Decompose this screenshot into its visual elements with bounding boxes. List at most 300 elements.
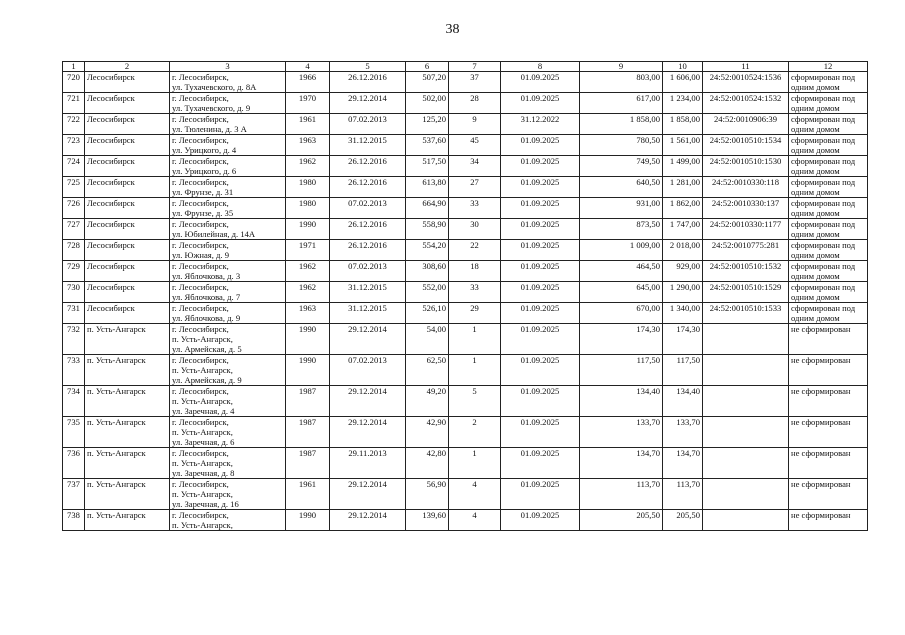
date-cell: 07.02.2013 — [330, 198, 406, 219]
count-cell: 9 — [449, 114, 501, 135]
land-status-line: одним домом — [791, 124, 840, 134]
column-number-header: 11 — [703, 62, 789, 72]
area-cell: 537,60 — [406, 135, 449, 156]
date-cell: 26.12.2016 — [330, 177, 406, 198]
address-line: г. Лесосибирск, — [172, 72, 229, 82]
year-cell: 1971 — [286, 240, 330, 261]
cost-cell: 873,50 — [580, 219, 663, 240]
area-cell: 308,60 — [406, 261, 449, 282]
year-cell: 1987 — [286, 417, 330, 448]
land-status-line: сформирован под — [791, 240, 856, 250]
table-body — [63, 72, 868, 531]
locality-cell: Лесосибирск — [85, 198, 170, 219]
table-row — [63, 417, 868, 448]
address-cell — [170, 417, 286, 448]
cadastral-number-cell: 24:52:0010330:137 — [703, 198, 789, 219]
table-row — [63, 156, 868, 177]
locality-cell: Лесосибирск — [85, 240, 170, 261]
column-number-header: 9 — [580, 62, 663, 72]
address-line: п. Усть-Ангарск, — [172, 458, 233, 468]
land-status-line: одним домом — [791, 103, 840, 113]
land-status-cell — [789, 261, 868, 282]
year-cell: 1962 — [286, 156, 330, 177]
locality-cell: Лесосибирск — [85, 282, 170, 303]
deadline-cell: 01.09.2025 — [501, 510, 580, 531]
land-status-line: сформирован под — [791, 114, 856, 124]
total-cost-cell: 1 858,00 — [663, 114, 703, 135]
row-number-cell: 734 — [63, 386, 85, 417]
row-number-cell: 728 — [63, 240, 85, 261]
area-cell: 56,90 — [406, 479, 449, 510]
cost-cell: 464,50 — [580, 261, 663, 282]
year-cell: 1980 — [286, 177, 330, 198]
table-row — [63, 510, 868, 531]
date-cell: 31.12.2015 — [330, 135, 406, 156]
address-line: ул. Фрунзе, д. 35 — [172, 208, 234, 218]
cadastral-number-cell — [703, 479, 789, 510]
year-cell: 1961 — [286, 114, 330, 135]
address-line: ул. Тухачевского, д. 9 — [172, 103, 251, 113]
address-cell — [170, 261, 286, 282]
address-cell — [170, 135, 286, 156]
count-cell: 18 — [449, 261, 501, 282]
row-number-cell: 724 — [63, 156, 85, 177]
address-line: г. Лесосибирск, — [172, 282, 229, 292]
area-cell: 507,20 — [406, 72, 449, 93]
cadastral-number-cell: 24:52:0010510:1533 — [703, 303, 789, 324]
cost-cell: 117,50 — [580, 355, 663, 386]
land-status-line: одним домом — [791, 271, 840, 281]
address-cell — [170, 177, 286, 198]
land-status-cell — [789, 177, 868, 198]
deadline-cell: 01.09.2025 — [501, 156, 580, 177]
date-cell: 29.12.2014 — [330, 479, 406, 510]
column-number-header: 6 — [406, 62, 449, 72]
address-line: п. Усть-Ангарск, — [172, 489, 233, 499]
land-status-line: сформирован под — [791, 282, 856, 292]
total-cost-cell: 205,50 — [663, 510, 703, 531]
year-cell: 1970 — [286, 93, 330, 114]
address-line: п. Усть-Ангарск, — [172, 427, 233, 437]
row-number-cell: 736 — [63, 448, 85, 479]
address-cell — [170, 198, 286, 219]
date-cell: 07.02.2013 — [330, 355, 406, 386]
land-status-line: сформирован под — [791, 156, 856, 166]
land-status-cell — [789, 135, 868, 156]
housing-register-table — [62, 61, 868, 531]
address-line: ул. Урицкого, д. 6 — [172, 166, 237, 176]
address-cell — [170, 303, 286, 324]
cost-cell: 205,50 — [580, 510, 663, 531]
address-line: г. Лесосибирск, — [172, 448, 229, 458]
deadline-cell: 01.09.2025 — [501, 479, 580, 510]
land-status-cell — [789, 198, 868, 219]
locality-cell: п. Усть-Ангарск — [85, 386, 170, 417]
land-status-cell — [789, 448, 868, 479]
cost-cell: 931,00 — [580, 198, 663, 219]
address-line: п. Усть-Ангарск, — [172, 396, 233, 406]
cost-cell: 133,70 — [580, 417, 663, 448]
deadline-cell: 01.09.2025 — [501, 219, 580, 240]
year-cell: 1990 — [286, 324, 330, 355]
locality-cell: п. Усть-Ангарск — [85, 448, 170, 479]
cadastral-number-cell: 24:52:0010510:1532 — [703, 261, 789, 282]
count-cell: 4 — [449, 510, 501, 531]
row-number-cell: 733 — [63, 355, 85, 386]
table-row — [63, 261, 868, 282]
count-cell: 2 — [449, 417, 501, 448]
row-number-cell: 721 — [63, 93, 85, 114]
column-number-header: 1 — [63, 62, 85, 72]
locality-cell: Лесосибирск — [85, 156, 170, 177]
address-line: ул. Яблочкова, д. 9 — [172, 313, 241, 323]
date-cell: 29.12.2014 — [330, 386, 406, 417]
locality-cell: п. Усть-Ангарск — [85, 324, 170, 355]
address-line: ул. Армейская, д. 5 — [172, 344, 242, 354]
table-row — [63, 479, 868, 510]
land-status-line: не сформирован — [791, 510, 851, 520]
table-row — [63, 219, 868, 240]
table-row — [63, 114, 868, 135]
date-cell: 29.12.2014 — [330, 510, 406, 531]
deadline-cell: 01.09.2025 — [501, 93, 580, 114]
locality-cell: п. Усть-Ангарск — [85, 417, 170, 448]
cost-cell: 134,70 — [580, 448, 663, 479]
land-status-line: одним домом — [791, 292, 840, 302]
land-status-line: сформирован под — [791, 261, 856, 271]
total-cost-cell: 113,70 — [663, 479, 703, 510]
address-line: ул. Заречная, д. 6 — [172, 437, 235, 447]
address-cell — [170, 114, 286, 135]
address-cell — [170, 156, 286, 177]
total-cost-cell: 1 234,00 — [663, 93, 703, 114]
column-number-header: 5 — [330, 62, 406, 72]
locality-cell: Лесосибирск — [85, 261, 170, 282]
land-status-cell — [789, 282, 868, 303]
address-cell — [170, 219, 286, 240]
area-cell: 613,80 — [406, 177, 449, 198]
address-line: г. Лесосибирск, — [172, 417, 229, 427]
address-cell — [170, 72, 286, 93]
total-cost-cell: 1 606,00 — [663, 72, 703, 93]
row-number-cell: 729 — [63, 261, 85, 282]
cost-cell: 1 009,00 — [580, 240, 663, 261]
year-cell: 1966 — [286, 72, 330, 93]
locality-cell: Лесосибирск — [85, 219, 170, 240]
year-cell: 1980 — [286, 198, 330, 219]
date-cell: 07.02.2013 — [330, 261, 406, 282]
cadastral-number-cell — [703, 386, 789, 417]
count-cell: 33 — [449, 198, 501, 219]
address-line: г. Лесосибирск, — [172, 510, 229, 520]
address-cell — [170, 240, 286, 261]
column-number-header: 3 — [170, 62, 286, 72]
address-line: г. Лесосибирск, — [172, 324, 229, 334]
locality-cell: п. Усть-Ангарск — [85, 510, 170, 531]
count-cell: 37 — [449, 72, 501, 93]
land-status-line: не сформирован — [791, 324, 851, 334]
year-cell: 1962 — [286, 282, 330, 303]
land-status-line: сформирован под — [791, 303, 856, 313]
year-cell: 1990 — [286, 355, 330, 386]
date-cell: 29.12.2014 — [330, 417, 406, 448]
row-number-cell: 726 — [63, 198, 85, 219]
year-cell: 1990 — [286, 219, 330, 240]
cadastral-number-cell — [703, 355, 789, 386]
land-status-line: одним домом — [791, 82, 840, 92]
address-cell — [170, 479, 286, 510]
address-line: г. Лесосибирск, — [172, 198, 229, 208]
address-line: г. Лесосибирск, — [172, 156, 229, 166]
column-number-header: 10 — [663, 62, 703, 72]
cost-cell: 780,50 — [580, 135, 663, 156]
table-row — [63, 177, 868, 198]
row-number-cell: 723 — [63, 135, 85, 156]
date-cell: 26.12.2016 — [330, 156, 406, 177]
land-status-line: сформирован под — [791, 177, 856, 187]
deadline-cell: 01.09.2025 — [501, 135, 580, 156]
land-status-cell — [789, 479, 868, 510]
land-status-line: сформирован под — [791, 72, 856, 82]
cadastral-number-cell: 24:52:0010510:1530 — [703, 156, 789, 177]
count-cell: 1 — [449, 324, 501, 355]
cost-cell: 645,00 — [580, 282, 663, 303]
table-row — [63, 135, 868, 156]
area-cell: 502,00 — [406, 93, 449, 114]
locality-cell: Лесосибирск — [85, 72, 170, 93]
address-line: п. Усть-Ангарск, — [172, 334, 233, 344]
year-cell: 1987 — [286, 448, 330, 479]
land-status-line: одним домом — [791, 187, 840, 197]
land-status-line: одним домом — [791, 250, 840, 260]
deadline-cell: 01.09.2025 — [501, 198, 580, 219]
address-line: г. Лесосибирск, — [172, 303, 229, 313]
land-status-line: одним домом — [791, 166, 840, 176]
area-cell: 517,50 — [406, 156, 449, 177]
date-cell: 31.12.2015 — [330, 282, 406, 303]
deadline-cell: 01.09.2025 — [501, 282, 580, 303]
total-cost-cell: 133,70 — [663, 417, 703, 448]
total-cost-cell: 174,30 — [663, 324, 703, 355]
total-cost-cell: 117,50 — [663, 355, 703, 386]
cost-cell: 134,40 — [580, 386, 663, 417]
page-number: 38 — [445, 22, 460, 37]
column-number-header: 2 — [85, 62, 170, 72]
land-status-line: сформирован под — [791, 198, 856, 208]
land-status-cell — [789, 72, 868, 93]
year-cell: 1962 — [286, 261, 330, 282]
address-line: г. Лесосибирск, — [172, 93, 229, 103]
address-line: ул. Яблочкова, д. 3 — [172, 271, 241, 281]
land-status-line: одним домом — [791, 208, 840, 218]
land-status-cell — [789, 510, 868, 531]
table-row — [63, 240, 868, 261]
address-cell — [170, 93, 286, 114]
address-line: г. Лесосибирск, — [172, 355, 229, 365]
cost-cell: 617,00 — [580, 93, 663, 114]
locality-cell: Лесосибирск — [85, 303, 170, 324]
column-number-row — [63, 62, 868, 72]
cost-cell: 640,50 — [580, 177, 663, 198]
land-status-cell — [789, 219, 868, 240]
locality-cell: Лесосибирск — [85, 177, 170, 198]
cadastral-number-cell: 24:52:0010330:1177 — [703, 219, 789, 240]
table-row — [63, 198, 868, 219]
address-line: ул. Фрунзе, д. 31 — [172, 187, 234, 197]
date-cell: 29.12.2014 — [330, 324, 406, 355]
total-cost-cell: 1 862,00 — [663, 198, 703, 219]
total-cost-cell: 929,00 — [663, 261, 703, 282]
address-line: ул. Южная, д. 9 — [172, 250, 230, 260]
count-cell: 33 — [449, 282, 501, 303]
locality-cell: Лесосибирск — [85, 93, 170, 114]
address-line: г. Лесосибирск, — [172, 135, 229, 145]
count-cell: 1 — [449, 355, 501, 386]
cadastral-number-cell: 24:52:0010775:281 — [703, 240, 789, 261]
count-cell: 28 — [449, 93, 501, 114]
land-status-line: не сформирован — [791, 417, 851, 427]
year-cell: 1987 — [286, 386, 330, 417]
cost-cell: 174,30 — [580, 324, 663, 355]
address-cell — [170, 282, 286, 303]
area-cell: 42,80 — [406, 448, 449, 479]
land-status-line: не сформирован — [791, 448, 851, 458]
count-cell: 30 — [449, 219, 501, 240]
locality-cell: Лесосибирск — [85, 135, 170, 156]
deadline-cell: 01.09.2025 — [501, 324, 580, 355]
land-status-cell — [789, 93, 868, 114]
land-status-line: сформирован под — [791, 135, 856, 145]
count-cell: 1 — [449, 448, 501, 479]
address-cell — [170, 510, 286, 531]
cadastral-number-cell: 24:52:0010906:39 — [703, 114, 789, 135]
land-status-cell — [789, 156, 868, 177]
year-cell: 1963 — [286, 135, 330, 156]
column-number-header: 4 — [286, 62, 330, 72]
address-line: г. Лесосибирск, — [172, 240, 229, 250]
cost-cell: 803,00 — [580, 72, 663, 93]
column-number-header: 7 — [449, 62, 501, 72]
address-line: ул. Заречная, д. 16 — [172, 499, 239, 509]
land-status-cell — [789, 114, 868, 135]
address-line: ул. Армейская, д. 9 — [172, 375, 242, 385]
locality-cell: Лесосибирск — [85, 114, 170, 135]
deadline-cell: 01.09.2025 — [501, 355, 580, 386]
row-number-cell: 735 — [63, 417, 85, 448]
count-cell: 5 — [449, 386, 501, 417]
land-status-line: одним домом — [791, 229, 840, 239]
table-row — [63, 72, 868, 93]
address-line: г. Лесосибирск, — [172, 479, 229, 489]
date-cell: 26.12.2016 — [330, 219, 406, 240]
cost-cell: 749,50 — [580, 156, 663, 177]
count-cell: 27 — [449, 177, 501, 198]
row-number-cell: 720 — [63, 72, 85, 93]
area-cell: 125,20 — [406, 114, 449, 135]
count-cell: 45 — [449, 135, 501, 156]
total-cost-cell: 134,40 — [663, 386, 703, 417]
address-line: г. Лесосибирск, — [172, 219, 229, 229]
date-cell: 07.02.2013 — [330, 114, 406, 135]
row-number-cell: 725 — [63, 177, 85, 198]
total-cost-cell: 1 561,00 — [663, 135, 703, 156]
area-cell: 664,90 — [406, 198, 449, 219]
table-row — [63, 93, 868, 114]
land-status-line: не сформирован — [791, 355, 851, 365]
deadline-cell: 01.09.2025 — [501, 448, 580, 479]
address-line: ул. Юбилейная, д. 14А — [172, 229, 256, 239]
date-cell: 26.12.2016 — [330, 240, 406, 261]
address-line: ул. Тюленина, д. 3 А — [172, 124, 247, 134]
address-line: ул. Тухачевского, д. 8А — [172, 82, 257, 92]
address-line: ул. Заречная, д. 4 — [172, 406, 235, 416]
cadastral-number-cell: 24:52:0010330:118 — [703, 177, 789, 198]
cost-cell: 670,00 — [580, 303, 663, 324]
area-cell: 49,20 — [406, 386, 449, 417]
area-cell: 526,10 — [406, 303, 449, 324]
address-line: г. Лесосибирск, — [172, 386, 229, 396]
deadline-cell: 31.12.2022 — [501, 114, 580, 135]
address-cell — [170, 386, 286, 417]
total-cost-cell: 1 340,00 — [663, 303, 703, 324]
land-status-line: не сформирован — [791, 479, 851, 489]
table-row — [63, 448, 868, 479]
table-row — [63, 386, 868, 417]
land-status-line: не сформирован — [791, 386, 851, 396]
address-cell — [170, 324, 286, 355]
address-line: ул. Заречная, д. 8 — [172, 468, 235, 478]
address-line: г. Лесосибирск, — [172, 261, 229, 271]
total-cost-cell: 134,70 — [663, 448, 703, 479]
date-cell: 31.12.2015 — [330, 303, 406, 324]
deadline-cell: 01.09.2025 — [501, 303, 580, 324]
area-cell: 62,50 — [406, 355, 449, 386]
table-row — [63, 324, 868, 355]
cadastral-number-cell: 24:52:0010510:1534 — [703, 135, 789, 156]
area-cell: 554,20 — [406, 240, 449, 261]
area-cell: 42,90 — [406, 417, 449, 448]
land-status-line: одним домом — [791, 145, 840, 155]
land-status-cell — [789, 324, 868, 355]
deadline-cell: 01.09.2025 — [501, 386, 580, 417]
total-cost-cell: 1 281,00 — [663, 177, 703, 198]
address-line: г. Лесосибирск, — [172, 114, 229, 124]
count-cell: 4 — [449, 479, 501, 510]
table-row — [63, 355, 868, 386]
row-number-cell: 731 — [63, 303, 85, 324]
cost-cell: 1 858,00 — [580, 114, 663, 135]
land-status-line: одним домом — [791, 313, 840, 323]
year-cell: 1961 — [286, 479, 330, 510]
deadline-cell: 01.09.2025 — [501, 261, 580, 282]
total-cost-cell: 1 290,00 — [663, 282, 703, 303]
deadline-cell: 01.09.2025 — [501, 177, 580, 198]
address-line: ул. Яблочкова, д. 7 — [172, 292, 241, 302]
cadastral-number-cell — [703, 324, 789, 355]
deadline-cell: 01.09.2025 — [501, 417, 580, 448]
land-status-line: сформирован под — [791, 93, 856, 103]
count-cell: 29 — [449, 303, 501, 324]
address-line: г. Лесосибирск, — [172, 177, 229, 187]
area-cell: 139,60 — [406, 510, 449, 531]
address-line: п. Усть-Ангарск, — [172, 520, 233, 530]
cadastral-number-cell — [703, 448, 789, 479]
cost-cell: 113,70 — [580, 479, 663, 510]
area-cell: 54,00 — [406, 324, 449, 355]
land-status-cell — [789, 303, 868, 324]
column-number-header: 8 — [501, 62, 580, 72]
count-cell: 22 — [449, 240, 501, 261]
